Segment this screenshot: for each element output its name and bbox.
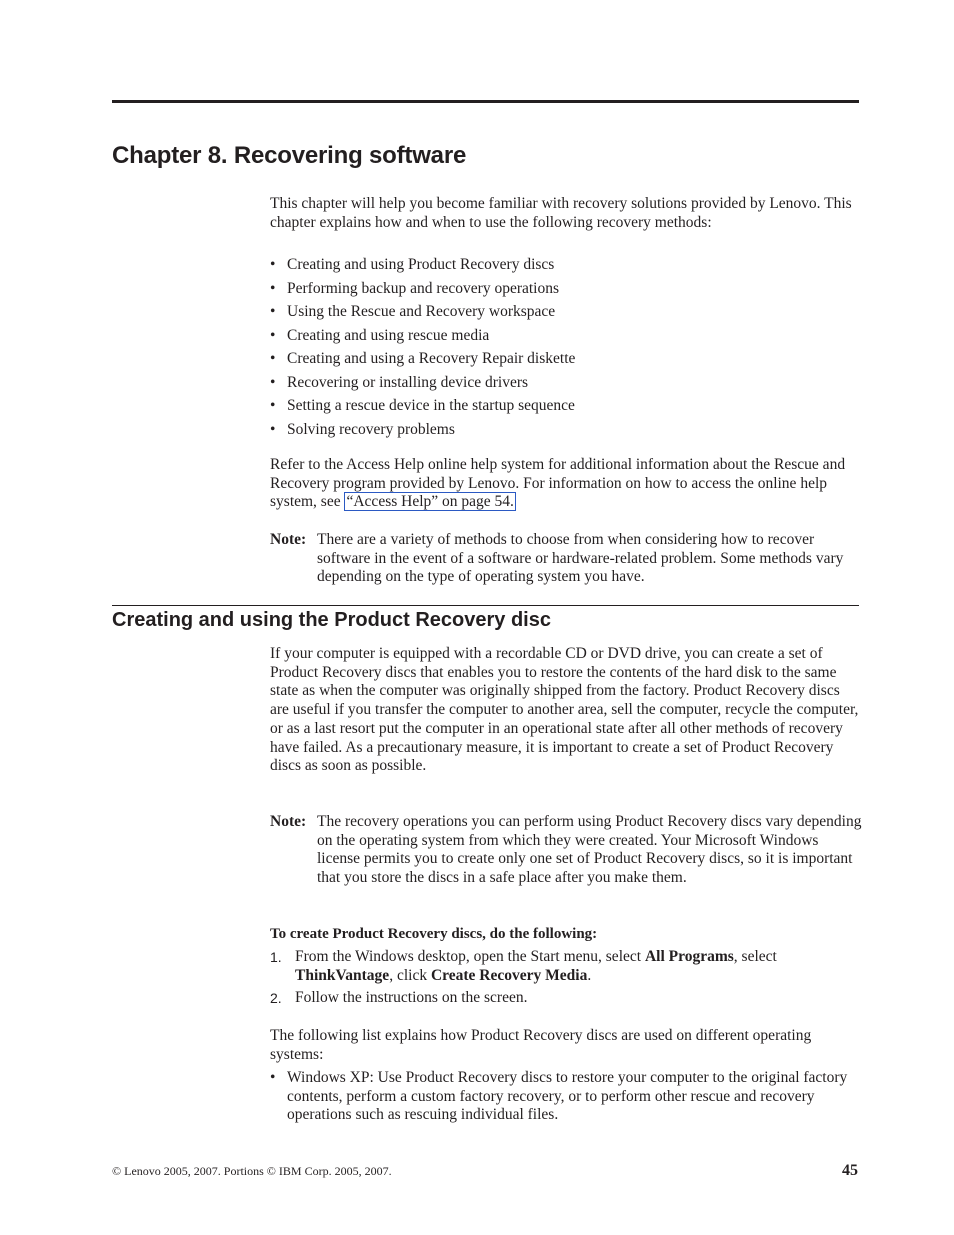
footer-copyright: © Lenovo 2005, 2007. Portions © IBM Corp. 2005, 2007. [112, 1164, 392, 1178]
chapter-title: Chapter 8. Recovering software [112, 142, 467, 169]
procedure-heading: To create Product Recovery discs, do the following: [270, 926, 598, 942]
list-item: • Creating and using Product Recovery discs [270, 256, 862, 275]
access-help-link[interactable]: “Access Help” on page 54. [346, 493, 514, 511]
list-item: • Windows XP: Use Product Recovery discs to restore your computer to the original factory contents, perform a custom factory recovery, or to perform other rescue and recovery operations such as rescuing individual files. [270, 1069, 862, 1125]
note-1 [270, 531, 862, 587]
list-item: • Solving recovery problems [270, 421, 862, 440]
step-text: , click [389, 966, 431, 984]
list-item: • Setting a rescue device in the startup sequence [270, 397, 862, 416]
note-text: The recovery operations you can perform using Product Recovery discs vary depending on the operating system from which they were created. Your Microsoft Windows license permits you to create only one set of Product Recovery discs, so it is important that you store the discs in a safe place after you make them. [317, 813, 862, 887]
step-2 [270, 989, 862, 1008]
intro-paragraph [270, 195, 862, 232]
section-text: If your computer is equipped with a recordable CD or DVD drive, you can create a set of Product Recovery discs that enables you to restore the contents of the hard disk to the same state as when the computer was originally shipped from the factory. Product Recovery discs are useful if you transfer the computer to another area, sell the computer, recycle the computer, or as a last resort put the computer in an operational state after all other methods of recovery have failed. As a precautionary measure, it is important to create a set of Product Recovery discs as soon as possible. [270, 645, 859, 775]
chapter-top-rule [112, 100, 859, 103]
recovery-methods-list [270, 256, 862, 444]
step-text: From the Windows desktop, open the Start menu, select [295, 948, 645, 965]
list-item: • Performing backup and recovery operations [270, 280, 862, 299]
list-item: • Recovering or installing device drivers [270, 374, 862, 393]
note-label: Note: [270, 531, 307, 548]
menu-thinkvantage: ThinkVantage [295, 966, 390, 984]
list-item: • Using the Rescue and Recovery workspace [270, 303, 862, 322]
os-intro-text: The following list explains how Product Recovery discs are used on different operating systems: [270, 1027, 812, 1063]
intro-text: This chapter will help you become familiar with recovery solutions provided by Lenovo. This chapter explains how and when to use the following recovery methods: [270, 195, 852, 231]
note-text: There are a variety of methods to choose from when considering how to recover software in the event of a software or hardware-related problem. Some methods vary depending on the type of operating system you have. [317, 531, 844, 586]
step-1 [270, 948, 862, 985]
step-text: , select [733, 948, 777, 965]
refer-paragraph [270, 456, 862, 512]
section-title: Creating and using the Product Recovery disc [112, 609, 551, 631]
refer-text: Refer to the Access Help online help system for additional information about the Rescue and Recovery program provided by Lenovo. For information on how to access the online help system, see [270, 456, 846, 511]
section-top-rule [112, 605, 859, 606]
menu-create-recovery-media: Create Recovery Media [430, 966, 588, 984]
menu-all-programs: All Programs [644, 948, 734, 965]
step-text: Follow the instructions on the screen. [295, 989, 528, 1007]
list-item: • Creating and using rescue media [270, 327, 862, 346]
step-number: 2. [270, 990, 282, 1007]
os-intro-paragraph [270, 1027, 862, 1064]
os-list [270, 1069, 862, 1125]
note-label: Note: [270, 813, 307, 830]
step-number: 1. [270, 949, 282, 965]
list-item: • Creating and using a Recovery Repair diskette [270, 350, 862, 369]
section-paragraph [270, 645, 862, 776]
procedure-steps [270, 948, 862, 1012]
note-2 [270, 813, 862, 888]
step-text: . [587, 966, 592, 984]
page-number: 45 [842, 1162, 858, 1179]
